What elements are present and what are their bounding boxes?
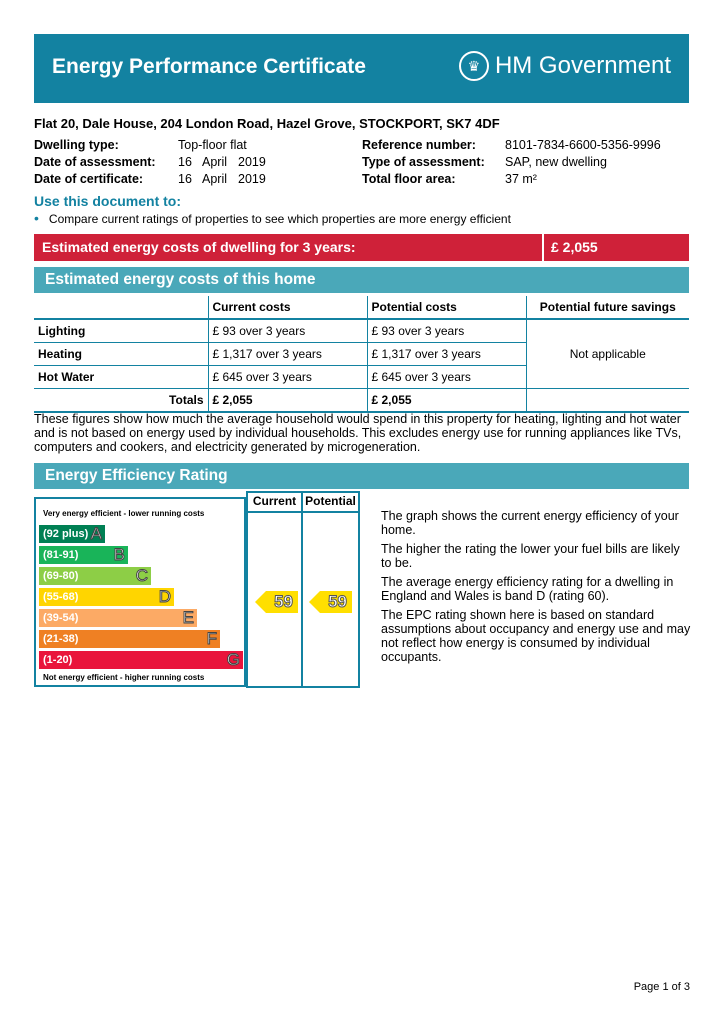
current-cost-cell: £ 93 over 3 years	[208, 319, 367, 343]
current-column	[246, 491, 303, 688]
current-cost-cell: £ 645 over 3 years	[208, 366, 367, 389]
totals-potential: £ 2,055	[367, 389, 526, 413]
divider	[542, 234, 544, 261]
assessment-year: 2019	[238, 155, 266, 169]
table-header-current: Current costs	[208, 296, 367, 319]
reference-label: Reference number:	[362, 138, 476, 152]
potential-cost-cell: £ 645 over 3 years	[367, 366, 526, 389]
rating-band-a	[39, 525, 105, 543]
current-rating-value: 59	[274, 592, 293, 611]
rating-band-d	[39, 588, 174, 606]
band-range: (1-20)	[43, 654, 73, 666]
property-address: Flat 20, Dale House, 204 London Road, Hazel Grove, STOCKPORT, SK7 4DF	[34, 116, 500, 131]
assessment-date-label: Date of assessment:	[34, 155, 156, 169]
band-range: (21-38)	[43, 633, 79, 645]
total-cost-bar	[34, 234, 689, 261]
costs-section-title: Estimated energy costs of this home	[45, 271, 316, 288]
potential-cost-cell: £ 1,317 over 3 years	[367, 343, 526, 366]
costs-explanation: These figures show how much the average household would spend in this property for heating, lighting and hot water and is not based on energy used by individual households. This excludes energy use for running appliances like TVs, computers and cookers, and electricity generated by microgeneration.	[34, 412, 682, 454]
eer-section-title: Energy Efficiency Rating	[45, 467, 228, 484]
floor-area-value: 37 m²	[505, 172, 537, 186]
current-cost-cell: £ 1,317 over 3 years	[208, 343, 367, 366]
page-number: Page 1 of 3	[633, 981, 690, 993]
eer-text-paragraph: The average energy efficiency rating for a dwelling in England and Wales is band D (rating 60).	[381, 575, 674, 603]
divider	[248, 511, 301, 513]
floor-area-label: Total floor area:	[362, 172, 456, 186]
header-banner	[34, 34, 689, 103]
band-letter: A	[90, 524, 102, 543]
certificate-date-label: Date of certificate:	[34, 172, 144, 186]
band-letter: E	[182, 608, 194, 627]
total-cost-label: Estimated energy costs of dwelling for 3 years:	[42, 239, 356, 255]
band-letter: C	[135, 566, 148, 585]
row-label: Hot Water	[34, 366, 208, 389]
divider	[303, 511, 358, 513]
current-rating-arrow	[266, 591, 298, 613]
use-bullet	[34, 212, 511, 226]
row-label: Heating	[34, 343, 208, 366]
assessment-type-value: SAP, new dwelling	[505, 155, 607, 169]
eer-explanation	[381, 509, 691, 669]
eer-text-paragraph: The EPC rating shown here is based on standard assumptions about occupancy and energy use and may not reflect how energy is consumed by individual occupants.	[381, 608, 691, 664]
gov-name: HM Government	[494, 52, 671, 79]
rating-band-g	[39, 651, 243, 669]
eer-section-heading	[34, 463, 689, 489]
efficient-note: Very energy efficient - lower running costs	[43, 509, 205, 518]
row-label: Lighting	[34, 319, 208, 343]
rating-band-f	[39, 630, 220, 648]
table-row	[34, 319, 689, 343]
total-cost-value: £ 2,055	[551, 239, 598, 255]
rating-bands-box	[34, 497, 246, 687]
assessment-type-label: Type of assessment:	[362, 155, 485, 169]
costs-section-heading	[34, 267, 689, 293]
table-header-empty	[34, 296, 208, 319]
potential-cost-cell: £ 93 over 3 years	[367, 319, 526, 343]
eer-text-paragraph: The higher the rating the lower your fuel bills are likely to be.	[381, 542, 680, 570]
table-header-savings: Potential future savings	[526, 296, 689, 319]
band-letter: F	[206, 629, 217, 648]
current-column-header: Current	[252, 494, 297, 508]
band-range: (55-68)	[43, 591, 79, 603]
totals-current: £ 2,055	[208, 389, 367, 413]
band-letter: G	[226, 650, 240, 669]
certificate-year: 2019	[238, 172, 266, 186]
certificate-day: 16	[178, 172, 192, 186]
totals-row	[34, 389, 689, 413]
table-header-potential: Potential costs	[367, 296, 526, 319]
band-letter: B	[113, 545, 125, 564]
assessment-day: 16	[178, 155, 192, 169]
potential-column	[303, 491, 360, 688]
table-header-row	[34, 296, 689, 319]
potential-column-header: Potential	[305, 494, 356, 508]
potential-rating-value: 59	[328, 592, 347, 611]
band-range: (92 plus)	[43, 528, 89, 540]
eer-text-paragraph: The graph shows the current energy efficiency of your home.	[381, 509, 679, 537]
rating-band-c	[39, 567, 151, 585]
band-range: (69-80)	[43, 570, 79, 582]
assessment-month: April	[202, 155, 228, 169]
bullet-icon: •	[34, 210, 39, 226]
use-bullet-text: Compare current ratings of properties to see which properties are more energy efficient	[48, 212, 511, 226]
energy-rating-chart	[34, 491, 364, 688]
dwelling-type-label: Dwelling type:	[34, 138, 119, 152]
band-range: (39-54)	[43, 612, 79, 624]
reference-value: 8101-7834-6600-5356-9996	[505, 138, 661, 152]
dwelling-type-value: Top-floor flat	[178, 138, 247, 152]
inefficient-note: Not energy efficient - higher running costs	[43, 673, 205, 682]
band-range: (81-91)	[43, 549, 79, 561]
rating-band-b	[39, 546, 128, 564]
use-document-title: Use this document to:	[34, 193, 182, 209]
totals-label: Totals	[34, 389, 208, 413]
potential-rating-arrow	[320, 591, 352, 613]
gov-logo	[459, 51, 671, 81]
certificate-month: April	[202, 172, 228, 186]
crest-icon: ♛	[459, 51, 489, 81]
totals-empty	[526, 389, 689, 413]
property-details	[34, 138, 689, 189]
band-letter: D	[158, 587, 171, 606]
rating-band-e	[39, 609, 197, 627]
savings-cell: Not applicable	[526, 319, 689, 389]
costs-table	[34, 296, 689, 413]
page-title: Energy Performance Certificate	[52, 55, 366, 78]
